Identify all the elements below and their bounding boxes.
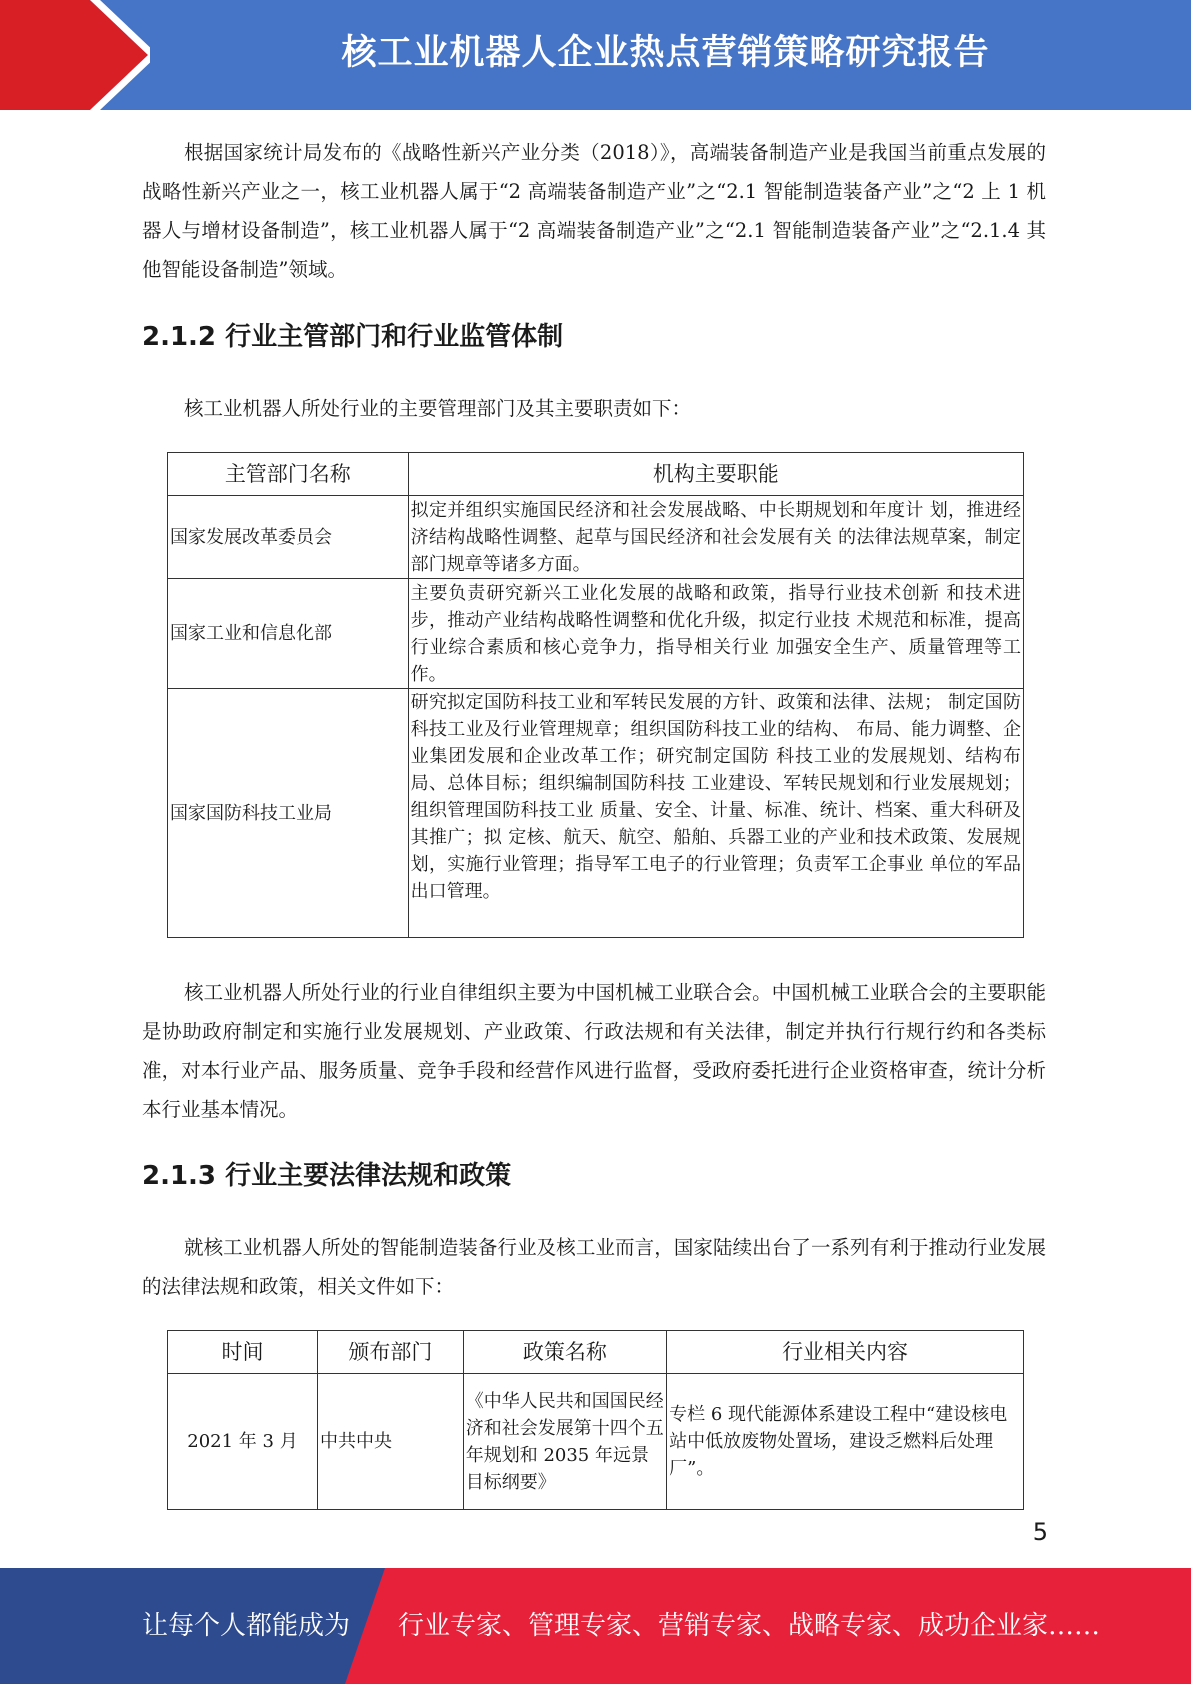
page-number: 5	[1032, 1518, 1048, 1546]
table-header-cell: 时间	[168, 1331, 318, 1374]
table-header-cell: 行业相关内容	[667, 1331, 1024, 1374]
table-header-row	[168, 1331, 1024, 1374]
dept-name-cell: 国家发展改革委员会	[168, 496, 409, 579]
table-row	[168, 496, 1024, 579]
section-heading-2-1-2: 2.1.2 行业主管部门和行业监管体制	[142, 322, 564, 352]
table-header-cell: 主管部门名称	[168, 453, 409, 496]
dept-duty-cell: 拟定并组织实施国民经济和社会发展战略、中长期规划和年度计 划，推进经济结构战略性调整、起草与国民经济和社会发展有关 的法律法规草案，制定部门规章等诸多方面。	[408, 496, 1023, 579]
footer-slogan-right: 行业专家、管理专家、营销专家、战略专家、成功企业家……	[398, 1611, 1101, 1641]
report-title: 核工业机器人企业热点营销策略研究报告	[341, 33, 990, 73]
table-header-cell: 政策名称	[463, 1331, 666, 1374]
page-header	[0, 0, 1191, 110]
table-row	[168, 1374, 1024, 1510]
footer-slogan-left: 让每个人都能成为	[142, 1611, 351, 1641]
header-chevron-icon	[70, 0, 150, 110]
policy-intro-paragraph: 就核工业机器人所处的智能制造装备行业及核工业而言，国家陆续出台了一系列有利于推动行业发展的法律法规和政策，相关文件如下：	[142, 1236, 1046, 1298]
dept-name-cell: 国家国防科技工业局	[168, 689, 409, 938]
dept-duty-cell: 研究拟定国防科技工业和军转民发展的方针、政策和法律、法规； 制定国防科技工业及行业管理规章；组织国防科技工业的结构、 布局、能力调整、企业集团发展和企业改革工作；研究制定国防 科技工业的发展规划、结构布局、总体目标；组织编制国防科技 工业建设、军转民规划和行业发展规划；组织管理国防科技工业 质量、安全、计量、标准、统计、档案、重大科研及其推广；拟 定核、航天、航空、船舶、兵器工业的产业和技术政策、发展规 划，实施行业管理；指导军工电子的行业管理；负责军工企事业 单位的军品出口管理。	[408, 689, 1023, 938]
intro-paragraph: 根据国家统计局发布的《战略性新兴产业分类（2018）》，高端装备制造产业是我国当前重点发展的战略性新兴产业之一，核工业机器人属于“2 高端装备制造产业”之“2.1 智能制造装备产业”之“2 上 1 机器人与增材设备制造”，核工业机器人属于“2 高端装备制造产业”之“2.1 智能制造装备产业”之“2.1.4 其他智能设备制造”领域。	[142, 141, 1046, 281]
page-footer	[0, 1568, 1191, 1684]
dept-name-cell: 国家工业和信息化部	[168, 579, 409, 689]
policy-issuer-cell: 中共中央	[317, 1374, 463, 1510]
section-heading-2-1-3: 2.1.3 行业主要法律法规和政策	[142, 1161, 512, 1191]
table-row	[168, 579, 1024, 689]
dept-table	[167, 452, 1024, 938]
policy-table	[167, 1330, 1024, 1510]
self-regulation-paragraph: 核工业机器人所处行业的行业自律组织主要为中国机械工业联合会。中国机械工业联合会的主要职能是协助政府制定和实施行业发展规划、产业政策、行政法规和有关法律，制定并执行行规行约和各类标准，对本行业产品、服务质量、竞争手段和经营作风进行监督，受政府委托进行企业资格审查，统计分析本行业基本情况。	[142, 981, 1046, 1121]
dept-intro-paragraph: 核工业机器人所处行业的主要管理部门及其主要职责如下：	[184, 397, 692, 420]
policy-content-cell: 专栏 6 现代能源体系建设工程中“建设核电站中低放废物处置场，建设乏燃料后处理厂”。	[667, 1374, 1024, 1510]
policy-name-cell: 《中华人民共和国国民经济和社会发展第十四个五年规划和 2035 年远景目标纲要》	[463, 1374, 666, 1510]
header-red-block	[0, 0, 70, 110]
table-header-row	[168, 453, 1024, 496]
policy-date-cell: 2021 年 3 月	[168, 1374, 318, 1510]
dept-duty-cell: 主要负责研究新兴工业化发展的战略和政策，指导行业技术创新 和技术进步，推动产业结构战略性调整和优化升级，拟定行业技 术规范和标准，提高行业综合素质和核心竞争力，指导相关行业 加强安全生产、质量管理等工作。	[408, 579, 1023, 689]
table-header-cell: 机构主要职能	[408, 453, 1023, 496]
table-header-cell: 颁布部门	[317, 1331, 463, 1374]
table-row	[168, 689, 1024, 938]
